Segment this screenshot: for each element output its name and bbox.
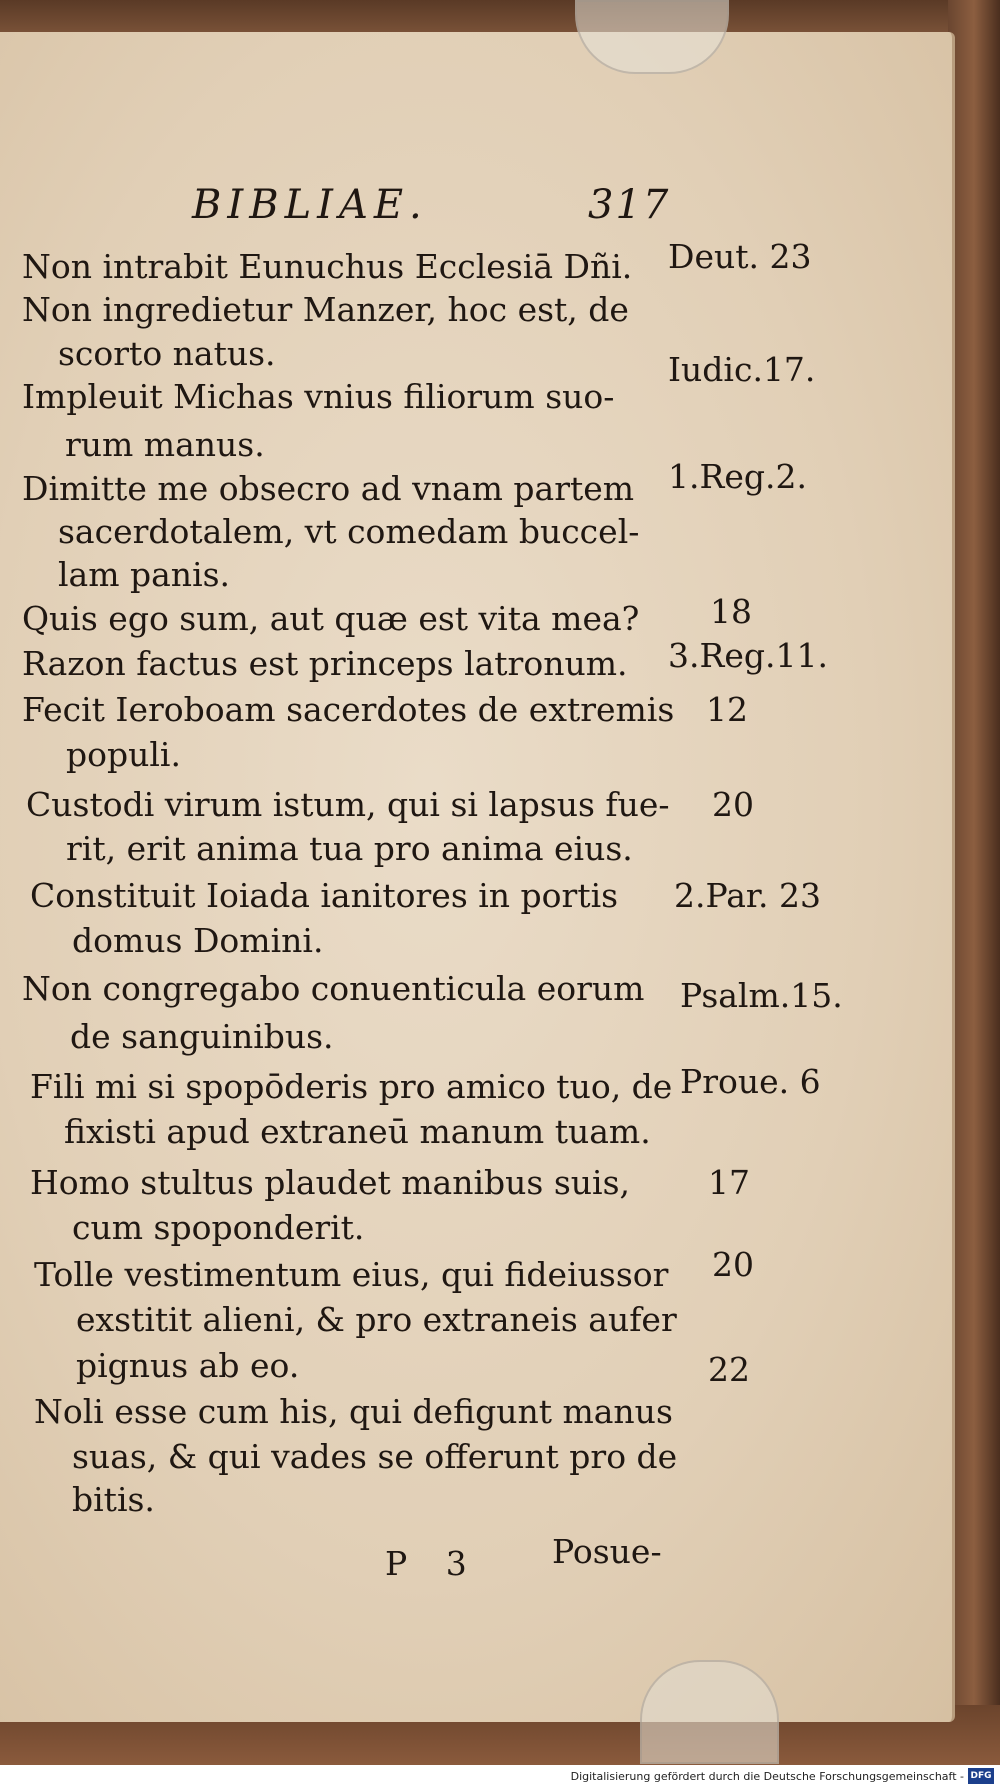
text-line: Non congregabo conuenticula eorum xyxy=(22,969,645,1008)
reference: Iudic.17. xyxy=(668,350,816,389)
catchword: Posue- xyxy=(552,1532,662,1571)
text-line: Noli esse cum his, qui defigunt manus xyxy=(34,1392,673,1431)
text-line: Fili mi si spopōderis pro amico tuo, de xyxy=(30,1067,673,1106)
reference: 3.Reg.11. xyxy=(668,636,828,675)
reference: Proue. 6 xyxy=(680,1062,821,1101)
text-line: Impleuit Michas vnius filiorum suo- xyxy=(22,377,615,416)
reference: 17 xyxy=(708,1163,750,1202)
reference: 1.Reg.2. xyxy=(668,457,807,496)
reference: Deut. 23 xyxy=(668,237,812,276)
text-line: Custodi virum istum, qui si lapsus fue- xyxy=(26,785,670,824)
text-line: exstitit alieni, & pro extraneis aufer xyxy=(76,1300,677,1339)
text-line: scorto natus. xyxy=(58,334,276,373)
text-line: Constituit Ioiada ianitores in portis xyxy=(30,876,619,915)
reference: 20 xyxy=(712,1245,754,1284)
reference: 22 xyxy=(708,1350,750,1389)
signature-mark: P 3 xyxy=(385,1544,481,1583)
text-line: Razon factus est princeps latronum. xyxy=(22,644,628,683)
text-line: de sanguinibus. xyxy=(70,1017,334,1056)
text-line: lam panis. xyxy=(58,555,231,594)
book-page xyxy=(0,32,955,1722)
text-line: suas, & qui vades se offerunt pro de xyxy=(72,1437,678,1476)
text-line: sacerdotalem, vt comedam buccel- xyxy=(58,512,640,551)
text-line: Quis ego sum, aut quæ est vita mea? xyxy=(22,599,640,638)
text-line: Fecit Ieroboam sacerdotes de extremis xyxy=(22,690,675,729)
text-line: bitis. xyxy=(72,1480,155,1519)
digitization-credit: Digitalisierung gefördert durch die Deutsche Forschungsgemeinschaft - xyxy=(570,1770,964,1783)
text-line: populi. xyxy=(66,735,181,774)
running-head: BIBLIAE. xyxy=(192,182,428,228)
text-line: Tolle vestimentum eius, qui fideiussor xyxy=(34,1255,669,1294)
text-line: domus Domini. xyxy=(72,921,324,960)
text-line: cum spoponderit. xyxy=(72,1208,365,1247)
book-cover-top xyxy=(0,0,1000,34)
dfg-logo: DFG xyxy=(968,1768,994,1784)
page-number: 317 xyxy=(588,182,671,228)
text-line: Non intrabit Eunuchus Ecclesiā Dñi. xyxy=(22,247,633,286)
reference: 18 xyxy=(710,592,752,631)
text-line: Non ingredietur Manzer, hoc est, de xyxy=(22,290,629,329)
text-line: rit, erit anima tua pro anima eius. xyxy=(66,829,633,868)
text-line: Dimitte me obsecro ad vnam partem xyxy=(22,469,635,508)
reference: Psalm.15. xyxy=(680,976,843,1015)
reference: 20 xyxy=(712,785,754,824)
text-line: pignus ab eo. xyxy=(76,1346,300,1385)
page-clip-bottom xyxy=(640,1660,779,1764)
text-line: rum manus. xyxy=(65,425,265,464)
text-line: Homo stultus plaudet manibus suis, xyxy=(30,1163,630,1202)
text-line: fixisti apud extraneū manum tuam. xyxy=(64,1112,651,1151)
reference: 12 xyxy=(706,690,748,729)
reference: 2.Par. 23 xyxy=(674,876,822,915)
book-cover-right xyxy=(948,0,1000,1765)
